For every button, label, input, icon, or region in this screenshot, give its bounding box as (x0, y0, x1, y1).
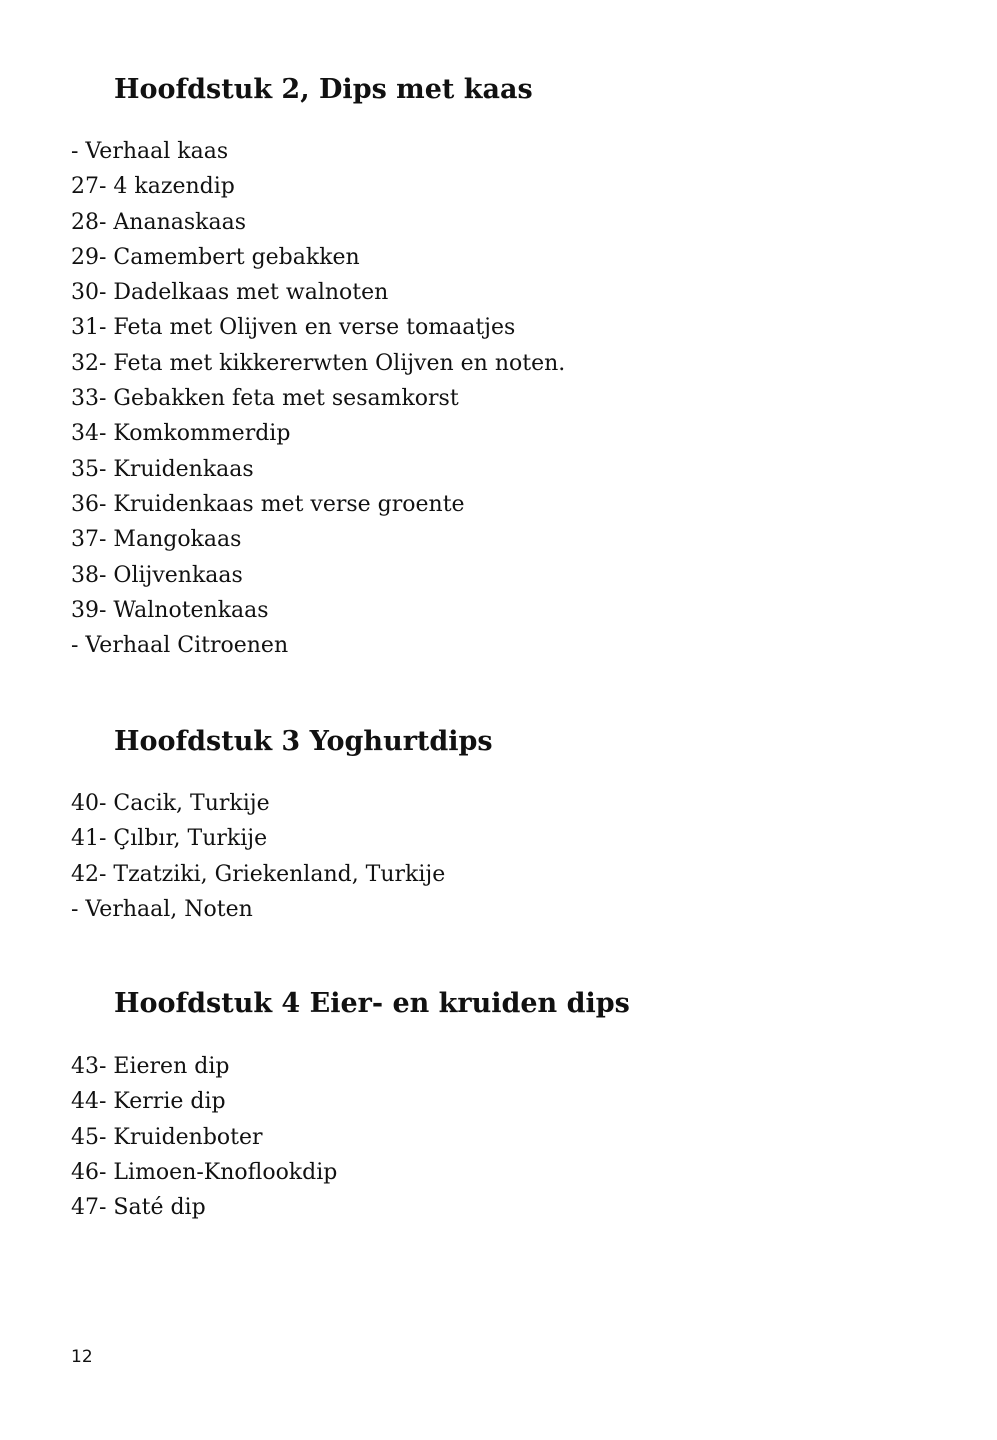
list-item: 32- Feta met kikkererwten Olijven en noten. (71, 350, 566, 376)
list-item: 40- Cacik, Turkije (71, 791, 270, 816)
list-item: 38- Olijvenkaas (71, 562, 243, 588)
list-item: 33- Gebakken feta met sesamkorst (71, 386, 459, 412)
list-item: 35- Kruidenkaas (71, 456, 254, 482)
list-item: - Verhaal kaas (71, 139, 229, 164)
chapter-items (71, 1049, 337, 1225)
list-item: 41- Çılbır, Turkije (71, 826, 268, 852)
list-item: 42- Tzatziki, Griekenland, Turkije (71, 861, 446, 887)
list-item: - Verhaal, Noten (71, 896, 253, 922)
list-item: 28- Ananaskaas (71, 209, 247, 235)
chapter-title: Hoofdstuk 3 Yoghurtdips (114, 726, 493, 757)
list-item: 34- Komkommerdip (71, 421, 291, 447)
list-item: 29- Camembert gebakken (71, 244, 360, 270)
list-item: 44- Kerrie dip (71, 1089, 226, 1115)
list-item: 39- Walnotenkaas (71, 597, 269, 623)
chapter-items (71, 134, 565, 663)
list-item: 37- Mangokaas (71, 527, 242, 553)
list-item: 31- Feta met Olijven en verse tomaatjes (71, 315, 516, 341)
list-item: 27- 4 kazendip (71, 174, 235, 200)
list-item: - Verhaal Citroenen (71, 633, 289, 659)
page-number: 12 (71, 1347, 93, 1367)
list-item: 36- Kruidenkaas met verse groente (71, 491, 465, 517)
chapter-items (71, 786, 445, 927)
list-item: 45- Kruidenboter (71, 1124, 263, 1150)
list-item: 47- Saté dip (71, 1195, 206, 1221)
list-item: 30- Dadelkaas met walnoten (71, 280, 389, 306)
list-item: 43- Eieren dip (71, 1054, 230, 1079)
list-item: 46- Limoen-Knoflookdip (71, 1159, 338, 1185)
chapter-title: Hoofdstuk 4 Eier- en kruiden dips (114, 988, 630, 1019)
chapter-title: Hoofdstuk 2, Dips met kaas (114, 74, 533, 105)
